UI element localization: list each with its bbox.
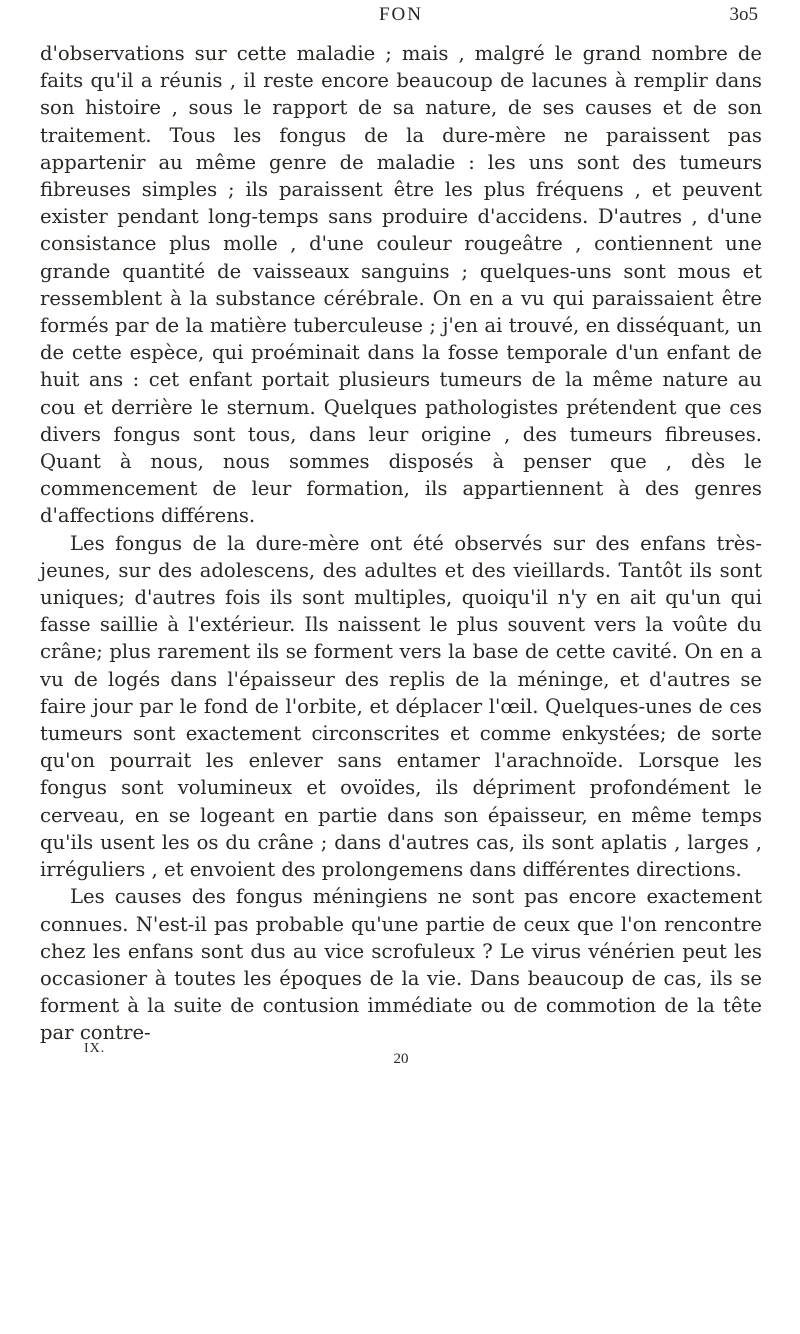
sheet-number: 20 — [393, 1050, 409, 1067]
paragraph-2: Les fongus de la dure-mère ont été observés sur des enfans très-jeunes, sur des adolescens, des adultes et des vieillards. Tantôt ils sont uniques; d'autres fois ils sont multiples, quoiqu'il n'y en ait qu'un qui fasse saillie à l'extérieur. Ils naissent le plus souvent vers la voûte du crâne; plus rarement ils se forment vers la base de cette cavité. On en a vu de logés dans l'épaisseur des replis de la méninge, et d'autres se faire jour par le fond de l'orbite, et déplacer l'œil. Quelques-unes de ces tumeurs sont exactement circonscrites et comme enkystées; de sorte qu'on pourrait les enlever sans entamer l'arachnoïde. Lorsque les fongus sont volumineux et ovoïdes, ils dépriment profondément le cerveau, en se logeant en partie dans son épaisseur, en même temps qu'ils usent les os du crâne ; dans d'autres cas, ils sont aplatis , larges , irréguliers , et envoient des prolongemens dans différentes directions. — [40, 531, 762, 882]
paragraph-3: Les causes des fongus méningiens ne sont pas encore exactement connues. N'est-il pas probable qu'une partie de ceux que l'on rencontre chez les enfans sont dus au vice scrofuleux ? Le virus vénérien peut les occasioner à toutes les époques de la vie. Dans beaucoup de cas, ils se forment à la suite de contusion immédiate ou de commotion de la tête par contre- — [40, 885, 762, 1045]
paragraph-1: d'observations sur cette maladie ; mais , malgré le grand nombre de faits qu'il a réunis , il reste encore beaucoup de lacunes à remplir dans son histoire , sous le rapport de sa nature, de ses causes et de son traitement. Tous les fongus de la dure-mère ne paraissent pas appartenir au même genre de maladie : les uns sont des tumeurs fibreuses simples ; ils paraissent être les plus fréquens , et peuvent exister pendant long-temps sans produire d'accidens. D'autres , d'une consistance plus molle , d'une couleur rougeâtre , contiennent une grande quantité de vaisseaux sanguins ; quelques-uns sont mous et ressemblent à la substance cérébrale. On en a vu qui paraissaient être formés par de la matière tuberculeuse ; j'en ai trouvé, en disséquant, un de cette espèce, qui proéminait dans la fosse temporale d'un enfant de huit ans : cet enfant portait plusieurs tumeurs de la même nature au cou et derrière le sternum. Quelques pathologistes prétendent que ces divers fongus sont tous, dans leur origine , des tumeurs fibreuses. Quant à nous, nous sommes disposés à penser que , dès le commencement de leur formation, ils appartiennent à des genres d'affections différens. — [40, 42, 762, 528]
body-text — [40, 40, 762, 1047]
page-number: 3o5 — [729, 4, 758, 25]
signature-mark: IX. — [84, 1040, 106, 1056]
running-head: FON — [378, 4, 423, 25]
page-header — [40, 0, 762, 38]
page-footer — [40, 1040, 762, 1087]
